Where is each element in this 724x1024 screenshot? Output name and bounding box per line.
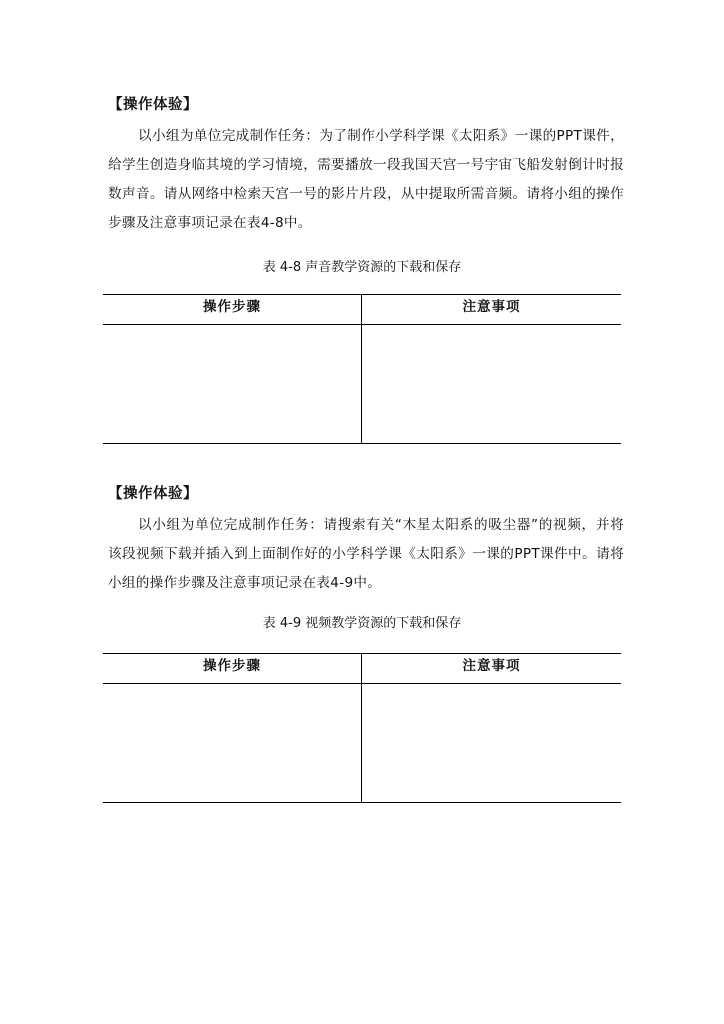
table-4-9-steps-cell[interactable] [103, 684, 362, 802]
table-4-8-caption: 表 4-8 声音教学资源的下载和保存 [262, 260, 462, 275]
section-2-paragraph: 以小组为单位完成制作任务：请搜索有关“木星太阳系的吸尘器”的视频，并将该段视频下载并插入到上面制作好的小学科学课《太阳系》一课的PPT课件中。请将小组的操作步骤及注意事项记录在表4-9中。 [108, 517, 624, 591]
table-4-9-header-row [103, 654, 621, 684]
table-4-8-header-notes: 注意事项 [462, 299, 521, 315]
table-4-8-notes-cell[interactable] [362, 325, 621, 443]
section-1-heading: 【操作体验】 [108, 97, 198, 113]
table-4-9-body-row [103, 684, 621, 802]
table-4-8-body-row [103, 325, 621, 443]
table-4-8-header-row [103, 295, 621, 325]
table-4-8-steps-cell[interactable] [103, 325, 362, 443]
table-4-8 [103, 294, 621, 444]
section-2-heading: 【操作体验】 [108, 486, 198, 502]
table-4-9 [103, 653, 621, 803]
table-4-9-header-steps: 操作步骤 [103, 654, 362, 683]
table-4-9-notes-cell[interactable] [362, 684, 621, 802]
section-1-paragraph: 以小组为单位完成制作任务：为了制作小学科学课《太阳系》一课的PPT课件，给学生创造身临其境的学习情境，需要播放一段我国天宫一号宇宙飞船发射倒计时报数声音。请从网络中检索天宫一号的影片片段，从中提取所需音频。请将小组的操作步骤及注意事项记录在表4-8中。 [108, 128, 624, 231]
table-4-8-header-steps: 操作步骤 [103, 295, 362, 324]
table-4-9-caption: 表 4-9 视频教学资源的下载和保存 [262, 616, 462, 631]
table-4-9-header-notes: 注意事项 [462, 658, 521, 674]
